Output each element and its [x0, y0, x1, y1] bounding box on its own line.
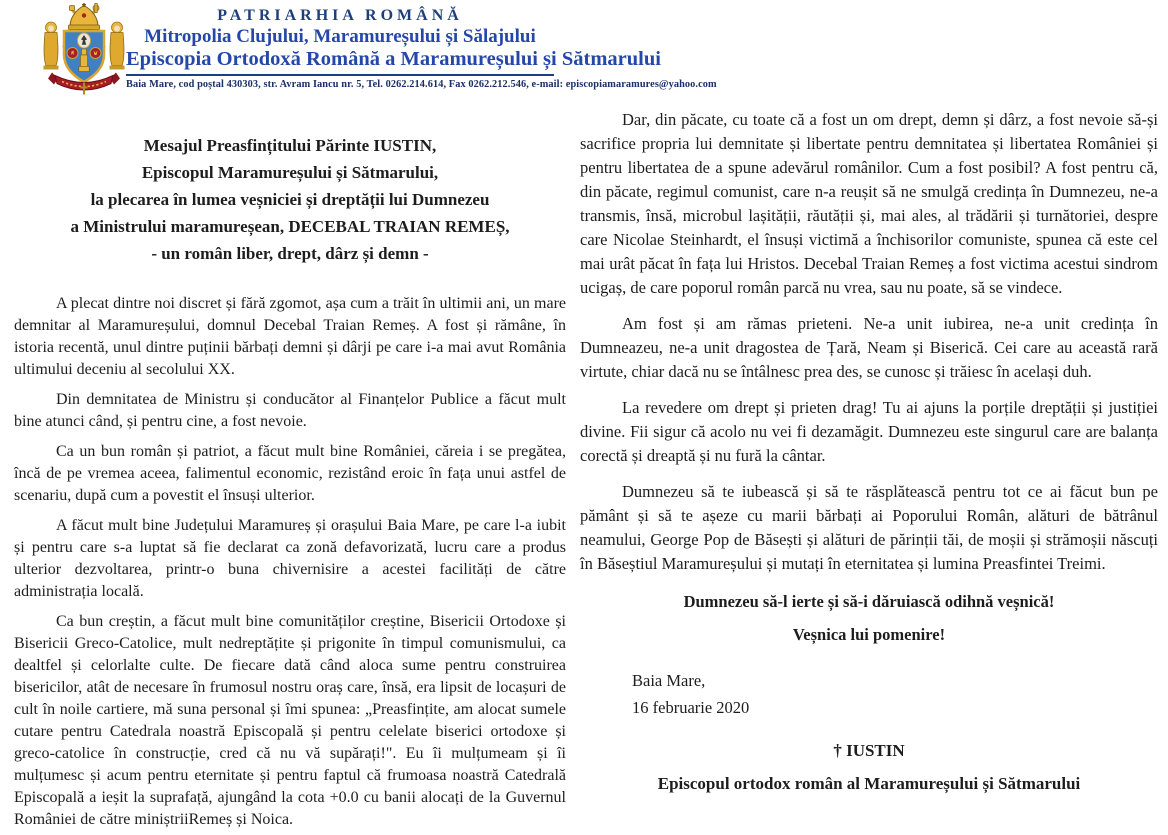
paragraph: A făcut mult bine Județului Maramureș și orașului Baia Mare, pe care l-a iubit și pentru care s-a luptat să fie declarat ca zonă defavorizată, lucru care a produs ulterior dezvoltarea, printr-o buna chivernisire a acestei facilități de către administrația locală. [14, 517, 566, 600]
title-line: - un român liber, drept, dârz și demn - [151, 244, 429, 263]
paragraph: Am fost și am rămas prieteni. Ne-a unit iubirea, ne-a unit credința în Dumneazeu, ne-a unit dragostea de Țară, Neam și Biserică. Cei care au această rară virtute, chiar dacă nu se întâlnesc prea des, se cunosc și trăiesc în același duh. [580, 314, 1158, 381]
blessing-line: Veșnica lui pomenire! [792, 625, 946, 644]
title-line: Episcopul Maramureșului și Sătmarului, [141, 163, 439, 182]
letterhead-address: Baia Mare, cod poștal 430303, str. Avram Iancu nr. 5, Tel. 0262.214.614, Fax 0262.212.546, e-mail: episcopiamaramures@yahoo.com [126, 79, 717, 90]
paragraph: Dumnezeu să te iubească și să te răsplătească pentru tot ce ai făcut bun pe pământ și să te așeze cu marii bărbați ai Poporului Român, alături de bătrânul neamului, George Pop de Băsești și alături de părinții tăi, de moșii și strămoșii născuți în Băseștiul Maramureșului și mutați în eternitatea și lumina Preasfintei Treimi. [580, 482, 1158, 573]
dateline [632, 667, 1158, 721]
letterhead-text [126, 7, 717, 90]
paragraph: Dar, din păcate, cu toate că a fost un om drept, demn și dârz, a fost nevoie să-și sacrifice propria lui demnitate și libertate pentru demnitatea și libertatea României și pentru libertatea de a spune adevărul românilor. Cum a fost posibil? A fost pentru că, din păcate, regimul comunist, care n-a reușit să ne smulgă credința în Dumnezeu, ne-a transmis, însă, microbul lașității, răutății și, mai ales, al trădării și turnătoriei, despre care Nicolae Steinhardt, el însuși victimă a închisorilor comuniste, spunea că este cel mai urât păcat în fața lui Hristos. Decebal Traian Remeș a fost victima acestui sindrom ucigaș, de care poporul român parcă nu vrea, sau nu poate, să se vindece. [580, 110, 1158, 297]
blessing-line: Dumnezeu să-l ierte și să-i dăruiască odihnă veșnică! [683, 592, 1055, 611]
signature-name: † IUSTIN [833, 741, 905, 760]
dateline-place: Baia Mare, [632, 671, 706, 690]
paragraph: La revedere om drept și prieten drag! Tu ai ajuns la porțile dreptății și justiției divine. Fii sigur că acolo nu vei fi dezamăgit. Dumnezeu este singurul care are balanța corectă și dreaptă și nu fură la cântar. [580, 398, 1158, 465]
title-line: a Ministrului maramureșean, DECEBAL TRAIAN REMEȘ, [70, 217, 510, 236]
column-right [580, 108, 1158, 794]
paragraph: Ca bun creștin, a făcut mult bine comunităților creștine, Bisericii Ortodoxe și Bisericii Greco-Catolice, mult nedreptățite și prigonite în timpul comunismului, ca dealtfel și celorlalte culte. De fiecare dată când aloca sume pentru construirea bisericilor, atât de necesare în frumosul nostru oraș care, însă, era lipsit de locașuri de cult în noile cartiere, mă suna personal și îmi spunea: „Preasfințite, am alocat sumele cutare pentru Catedrala noastră Episcopală și pentru celelate biserici ortodoxe și greco-catolice în construcție, cred că nu vă supărați!". Eu îi mulțumeam și îi mulțumesc și acum pentru eternitate și pentru faptul că frumoasa noastră Catedrală Episcopală a ieșit la suprafață, ajungând la cota +0.0 cu banii alocați de la Guvernul României de către miniștriiRemeș și Noica. [14, 613, 566, 828]
letterhead [0, 0, 717, 102]
column-left [14, 105, 566, 835]
paragraph: Din demnitatea de Ministru și conducător al Finanțelor Publice a făcut mult bine atunci când, și pentru cine, a fost nevoie. [14, 391, 566, 430]
message-title-block [14, 132, 566, 267]
episcopal-coat-of-arms-icon [38, 2, 130, 96]
title-line: la plecarea în lumea veșniciei și dreptății lui Dumnezeu [90, 190, 490, 209]
diocese-name: Episcopia Ortodoxă Română a Maramureșului și Sătmarului [126, 48, 661, 70]
letterhead-divider [126, 74, 554, 76]
paragraph: Ca un bun român și patriot, a făcut mult bine României, căreia i se pregătea, încă de pe vremea aceea, falimentul economic, rezistând eroic în fața unui astfel de scenariu, după cum a povestit el însuși ulterior. [14, 443, 566, 504]
title-line: Mesajul Preasfințitului Părinte IUSTIN, [143, 136, 437, 155]
dateline-date: 16 februarie 2020 [632, 698, 750, 717]
paragraph: A plecat dintre noi discret și fără zgomot, așa cum a trăit în ultimii ani, un mare demnitar al Maramureșului, domnul Decebal Traian Remeș. A fost și rămâne, în istoria recentă, unul dintre puținii bărbați demni și dârji pe care i-a mai avut România ultimului deceniu al secolului XX. [14, 295, 566, 378]
metropolis-name: Mitropolia Clujului, Maramureșului și Sălajului [144, 26, 536, 47]
signature-title: Episcopul ortodox român al Maramureșului și Sătmarului [657, 774, 1081, 793]
patriarchy-name: PATRIARHIA ROMÂNĂ [217, 7, 463, 24]
